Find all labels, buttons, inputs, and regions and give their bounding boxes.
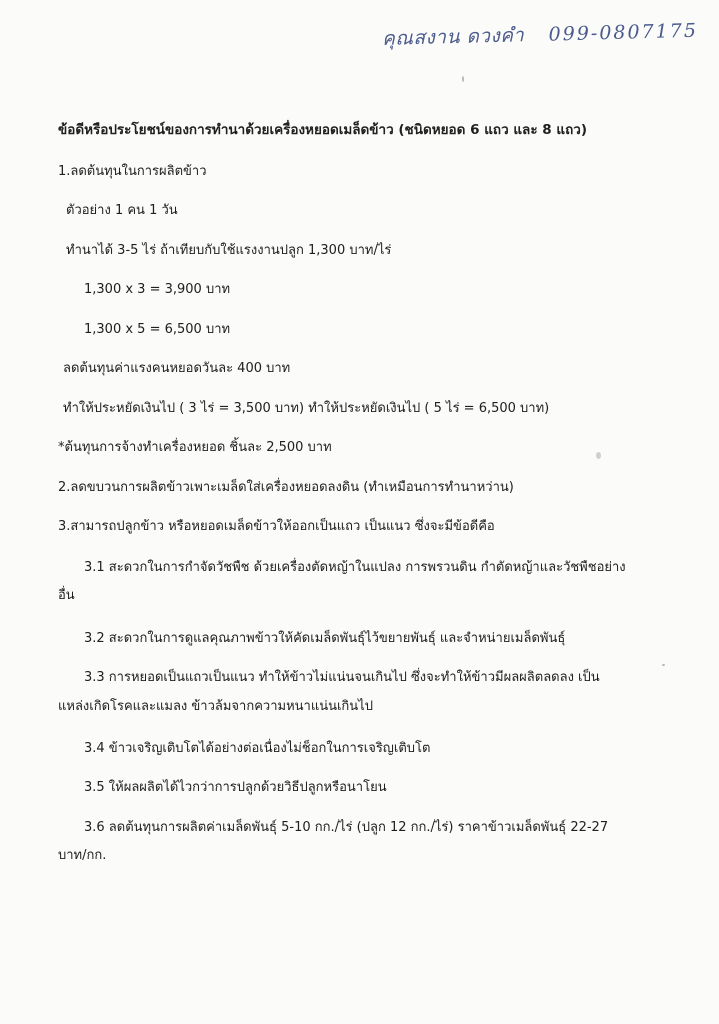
scan-speck	[662, 664, 665, 666]
section-3-heading: 3.สามารถปลูกข้าว หรือหยอดเมล็ดข้าวให้ออกเป็นแถว เป็นแนว ซึ่งจะมีข้อดีคือ	[58, 519, 495, 534]
item-3-4: 3.4 ข้าวเจริญเติบโตได้อย่างต่อเนื่องไม่ช็อกในการเจริญเติบโต	[84, 741, 431, 756]
item-3-1: 3.1 สะดวกในการกำจัดวัชพืช ด้วยเครื่องตัดหญ้าในแปลง การพรวนดิน กำตัดหญ้าและวัชพืชอย่าง	[84, 560, 626, 575]
example-line: ตัวอย่าง 1 คน 1 วัน	[66, 203, 178, 218]
document-title: ข้อดีหรือประโยชน์ของการทำนาด้วยเครื่องหยอดเมล็ดข้าว (ชนิดหยอด 6 แถว และ 8 แถว)	[58, 122, 587, 138]
section-2-heading: 2.ลดขบวนการผลิตข้าวเพาะเมล็ดใส่เครื่องหยอดลงดิน (ทำเหมือนการทำนาหว่าน)	[58, 480, 514, 495]
item-3-2: 3.2 สะดวกในการดูแลคุณภาพข้าวให้คัดเมล็ดพันธุ์ไว้ขยายพันธุ์ และจำหน่ายเมล็ดพันธุ์	[84, 631, 566, 646]
calc-line-5-rai: 1,300 x 5 = 6,500 บาท	[84, 322, 231, 337]
handwritten-contact-note	[381, 16, 699, 54]
labor-cost-line: ลดต้นทุนค่าแรงคนหยอดวันละ 400 บาท	[63, 361, 291, 376]
calc-line-3-rai: 1,300 x 3 = 3,900 บาท	[84, 282, 231, 297]
item-3-6-continued: บาท/กก.	[58, 848, 107, 863]
item-3-6: 3.6 ลดต้นทุนการผลิตค่าเมล็ดพันธุ์ 5-10 กก./ไร่ (ปลูก 12 กก./ไร่) ราคาข้าวเมล็ดพันธุ์ 22-27	[84, 820, 609, 835]
section-1-heading: 1.ลดต้นทุนในการผลิตข้าว	[58, 164, 207, 179]
machine-cost-note: *ต้นทุนการจ้างทำเครื่องหยอด ชิ้นละ 2,500 บาท	[58, 440, 332, 455]
item-3-5: 3.5 ให้ผลผลิตได้ไวกว่าการปลูกด้วยวิธีปลูกหรือนาโยน	[84, 780, 387, 795]
work-rate-line: ทำนาได้ 3-5 ไร่ ถ้าเทียบกับใช้แรงงานปลูก 1,300 บาท/ไร่	[66, 243, 392, 258]
scan-speck	[596, 452, 601, 459]
scan-speck	[462, 76, 464, 82]
handwritten-phone: 099-0807175	[548, 19, 699, 46]
savings-line: ทำให้ประหยัดเงินไป ( 3 ไร่ = 3,500 บาท) ทำให้ประหยัดเงินไป ( 5 ไร่ = 6,500 บาท)	[63, 401, 550, 416]
handwritten-name: คุณสงาน ดวงคำ	[381, 24, 525, 50]
item-3-3-continued: แหล่งเกิดโรคและแมลง ข้าวล้มจากความหนาแน่นเกินไป	[58, 699, 373, 714]
item-3-1-continued: อื่น	[58, 588, 75, 603]
item-3-3: 3.3 การหยอดเป็นแถวเป็นแนว ทำให้ข้าวไม่แน่นจนเกินไป ซึ่งจะทำให้ข้าวมีผลผลิตลดลง เป็น	[84, 670, 600, 685]
